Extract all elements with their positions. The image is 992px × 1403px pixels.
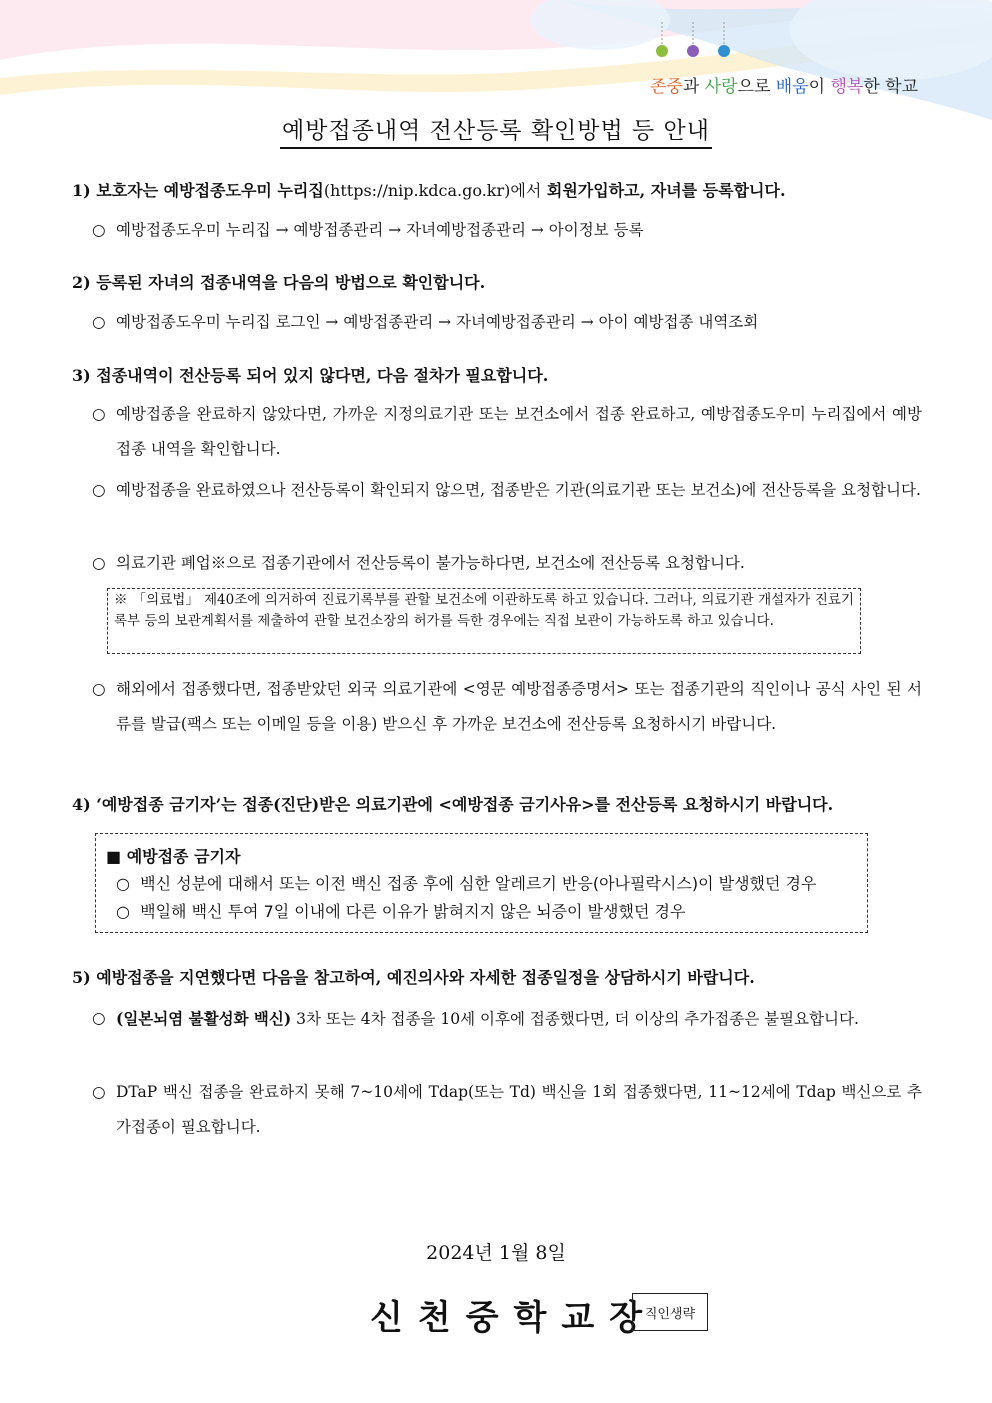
bullet-icon: ○ [92, 313, 106, 331]
section-3-item-3: ○ 의료기관 폐업※으로 접종기관에서 전산등록이 불가능하다면, 보건소에 전산등록 요청합니다. [92, 546, 922, 581]
section-5-item-1: ○ (일본뇌염 불활성화 백신) 3차 또는 4차 접종을 10세 이후에 접종했다면, 더 이상의 추가접종은 불필요합니다. [92, 1001, 922, 1037]
bullet-icon: ○ [92, 554, 106, 572]
bullet-icon: ○ [116, 874, 130, 893]
section-4-heading: 4) ‘예방접종 금기자’는 접종(진단)받은 의료기관에 <예방접종 금기사유>를 전산등록 요청하시기 바랍니다. [72, 795, 834, 814]
section-5-item-2: ○ DTaP 백신 접종을 완료하지 못해 7~10세에 Tdap(또는 Td) 백신을 1회 접종했다면, 11~12세에 Tdap 백신으로 추가접종이 필요합니다. [92, 1075, 922, 1145]
bullet-icon: ○ [116, 902, 130, 921]
section-5-heading: 5) 예방접종을 지연했다면 다음을 참고하여, 예진의사와 자세한 접종일정을 상담하시기 바랍니다. [72, 968, 755, 987]
box-item: ○ 백일해 백신 투여 7일 이내에 다른 이유가 밝혀지지 않은 뇌증이 발생했던 경우 [116, 902, 686, 921]
contraindication-box [95, 833, 868, 933]
section-2-item: ○ 예방접종도우미 누리집 로그인 → 예방접종관리 → 자녀예방접종관리 → 아이 예방접종 내역조회 [92, 305, 922, 340]
bullet-icon: ○ [92, 221, 106, 239]
section-1-heading: 1) 보호자는 예방접종도우미 누리집(https://nip.kdca.go.kr)에서 회원가입하고, 자녀를 등록합니다. [72, 181, 786, 200]
bullet-icon: ○ [92, 1009, 106, 1027]
deco-dot-purple [687, 45, 699, 57]
legal-note-box: ※ 「의료법」 제40조에 의거하여 진료기록부를 관할 보건소에 이관하도록 하고 있습니다. 그러나, 의료기관 개설자가 진료기록부 등의 보관계획서를 제출하여 관할 보건소장의 허가를 득한 경우에는 직접 보관이 가능하도록 하고 있습니다. [107, 588, 861, 654]
box-title: ■ 예방접종 금기자 [106, 847, 241, 866]
signer-name: 신천중학교장 [370, 1298, 658, 1338]
motto-part: 한 학교 [863, 77, 918, 97]
motto-part: 행복 [830, 77, 864, 97]
deco-dot-blue [718, 45, 730, 57]
bullet-icon: ○ [92, 405, 106, 423]
bullet-icon: ○ [92, 481, 106, 499]
document-date: 2024년 1월 8일 [426, 1242, 566, 1264]
motto-part: 사랑 [704, 77, 738, 97]
section-2-heading: 2) 등록된 자녀의 접종내역을 다음의 방법으로 확인합니다. [72, 273, 486, 292]
motto-part: 이 [808, 77, 831, 97]
seal-omitted-stamp: 직인생략 [632, 1293, 708, 1331]
section-1-item: ○ 예방접종도우미 누리집 → 예방접종관리 → 자녀예방접종관리 → 아이정보 등록 [92, 213, 922, 248]
motto-part: 으로 [737, 77, 776, 97]
section-3-item-1: ○ 예방접종을 완료하지 않았다면, 가까운 지정의료기관 또는 보건소에서 접종 완료하고, 예방접종도우미 누리집에서 예방접종 내역을 확인합니다. [92, 397, 922, 467]
motto-part: 과 [682, 77, 705, 97]
title-text: 예방접종내역 전산등록 확인방법 등 안내 [280, 118, 712, 149]
bullet-icon: ○ [92, 680, 106, 698]
section-3-item-4: ○ 해외에서 접종했다면, 접종받았던 외국 의료기관에 <영문 예방접종증명서> 또는 접종기관의 직인이나 공식 사인 된 서류를 발급(팩스 또는 이메일 등을 이용) 받으신 후 가까운 보건소에 전산등록 요청하시기 바랍니다. [92, 672, 922, 742]
deco-dot-green [656, 45, 668, 57]
bullet-icon: ○ [92, 1083, 106, 1101]
school-motto [650, 72, 918, 97]
document-title [0, 112, 992, 145]
section-3-item-2: ○ 예방접종을 완료하였으나 전산등록이 확인되지 않으면, 접종받은 기관(의료기관 또는 보건소)에 전산등록을 요청합니다. [92, 473, 922, 508]
section-3-heading: 3) 접종내역이 전산등록 되어 있지 않다면, 다음 절차가 필요합니다. [72, 366, 549, 385]
motto-part: 배움 [775, 77, 809, 97]
box-item: ○ 백신 성분에 대해서 또는 이전 백신 접종 후에 심한 알레르기 반응(아나필락시스)이 발생했던 경우 [116, 874, 817, 893]
motto-part: 존중 [649, 77, 683, 97]
